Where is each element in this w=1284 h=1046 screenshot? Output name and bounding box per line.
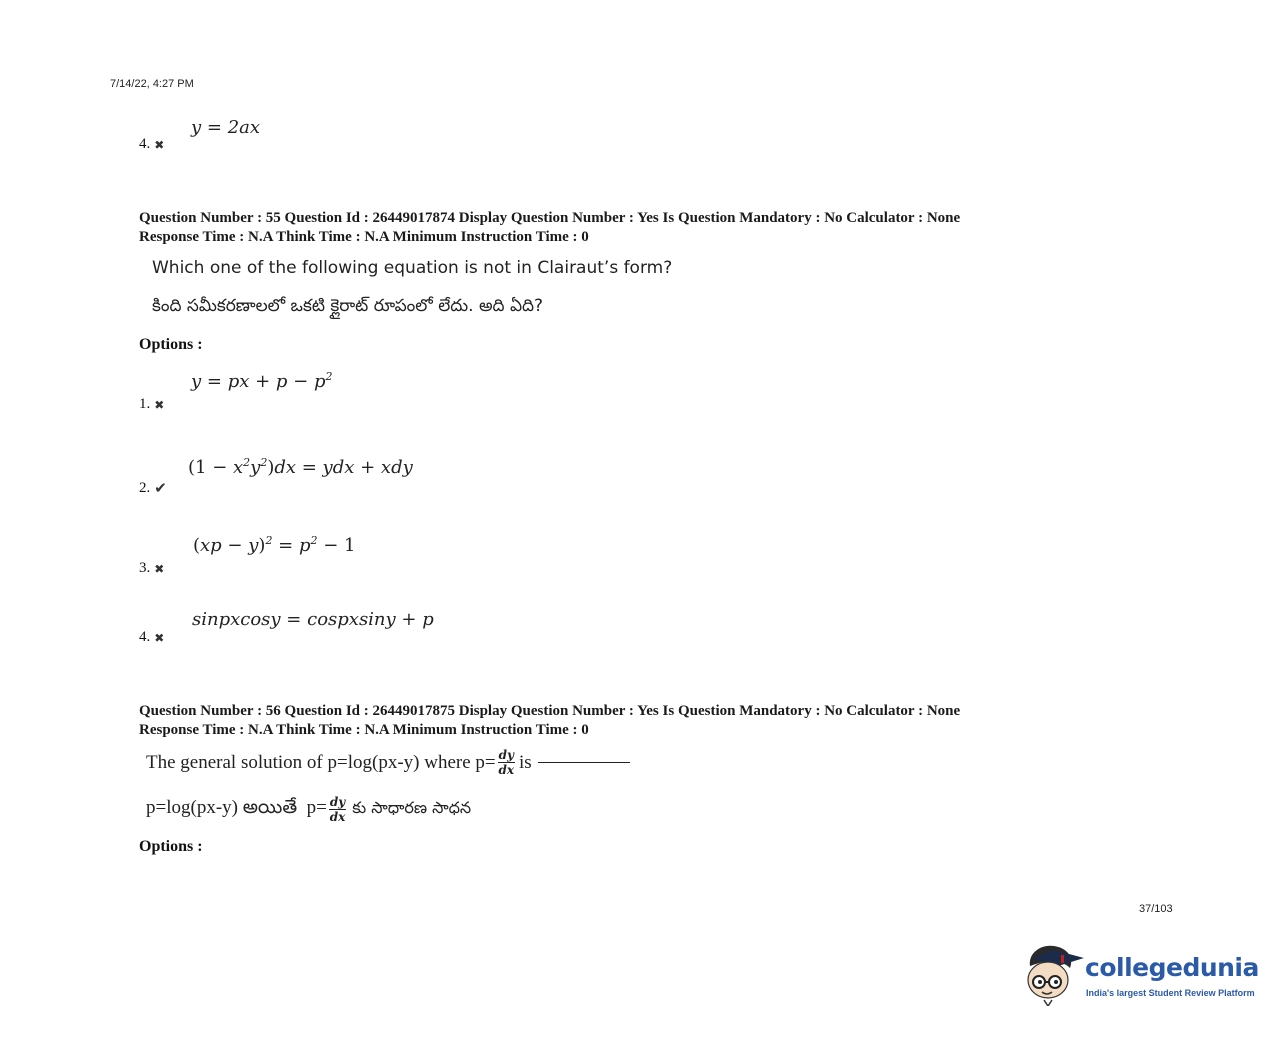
logo-tagline: India's largest Student Review Platform (1086, 988, 1255, 998)
q56-meta-line2: Response Time : N.A Think Time : N.A Minimum Instruction Time : 0 (139, 722, 589, 738)
q55-option-1 (139, 396, 164, 413)
q55-option-2 (139, 479, 167, 497)
collegedunia-logo (1024, 940, 1260, 1010)
mascot-icon (1024, 940, 1086, 1006)
option-4-prev (139, 136, 164, 153)
fraction-denominator: dx (498, 763, 515, 777)
cross-icon: ✖ (154, 561, 165, 576)
cross-icon: ✖ (154, 137, 165, 152)
q55-option-4-expr: sinpxcosy = cospxsiny + p (192, 609, 434, 630)
q56-options-label: Options : (139, 838, 203, 855)
option-number: 3. (139, 560, 151, 576)
q56-english-prefix: The general solution of p=log(px-y) where p= (146, 751, 496, 773)
checkmark-icon: ✔ (154, 479, 167, 497)
logo-wordmark: collegedunia (1085, 953, 1259, 982)
q55-options-label: Options : (139, 336, 203, 353)
q55-option-1-expr: y = px + $p - p^2$ (191, 370, 333, 392)
q55-question-english: Which one of the following equation is not in Clairaut’s form? (152, 258, 673, 278)
q56-meta-line1: Question Number : 56 Question Id : 26449017875 Display Question Number : Yes Is Question Mandatory : No Calculator : None (139, 703, 961, 719)
fraction-numerator: dy (498, 748, 514, 762)
option-4-prev-expr: y = 2ax (191, 117, 261, 138)
answer-blank (538, 762, 630, 763)
q55-option-3 (139, 560, 164, 577)
dy-dx-fraction (498, 748, 515, 777)
q55-option-4 (139, 629, 164, 646)
option-number: 4. (139, 629, 151, 645)
dy-dx-fraction (329, 795, 346, 824)
q55-meta-line2: Response Time : N.A Think Time : N.A Minimum Instruction Time : 0 (139, 229, 589, 245)
q56-english-suffix: is (518, 751, 532, 773)
page-number: 37/103 (1139, 903, 1173, 915)
cross-icon: ✖ (154, 630, 165, 645)
q55-option-3-expr: $(xp - y)^2 = p^2 - 1$ (193, 534, 356, 556)
q55-option-2-expr: $(1 - x^2y^2)dx$ = ydx + xdy (188, 456, 413, 478)
cross-icon: ✖ (154, 397, 165, 412)
q55-question-telugu: కింది సమీకరణాలలో ఒకటి క్లైరాట్ రూపంలో లేదు. అది ఏది? (152, 296, 544, 316)
q56-telugu-prefix: p=log(px-y) అయితే p= (146, 796, 327, 818)
print-timestamp: 7/14/22, 4:27 PM (110, 78, 194, 90)
fraction-numerator: dy (329, 795, 346, 809)
q55-meta-line1: Question Number : 55 Question Id : 26449017874 Display Question Number : Yes Is Question Mandatory : No Calculator : None (139, 210, 961, 226)
q56-telugu-suffix: కు సాధారణ సాధన (352, 798, 472, 817)
option-number: 4. (139, 136, 151, 152)
option-number: 1. (139, 396, 151, 412)
q56-question-english (146, 748, 630, 777)
q56-question-telugu (146, 795, 471, 824)
fraction-denominator: dx (329, 810, 346, 824)
option-number: 2. (139, 479, 151, 496)
